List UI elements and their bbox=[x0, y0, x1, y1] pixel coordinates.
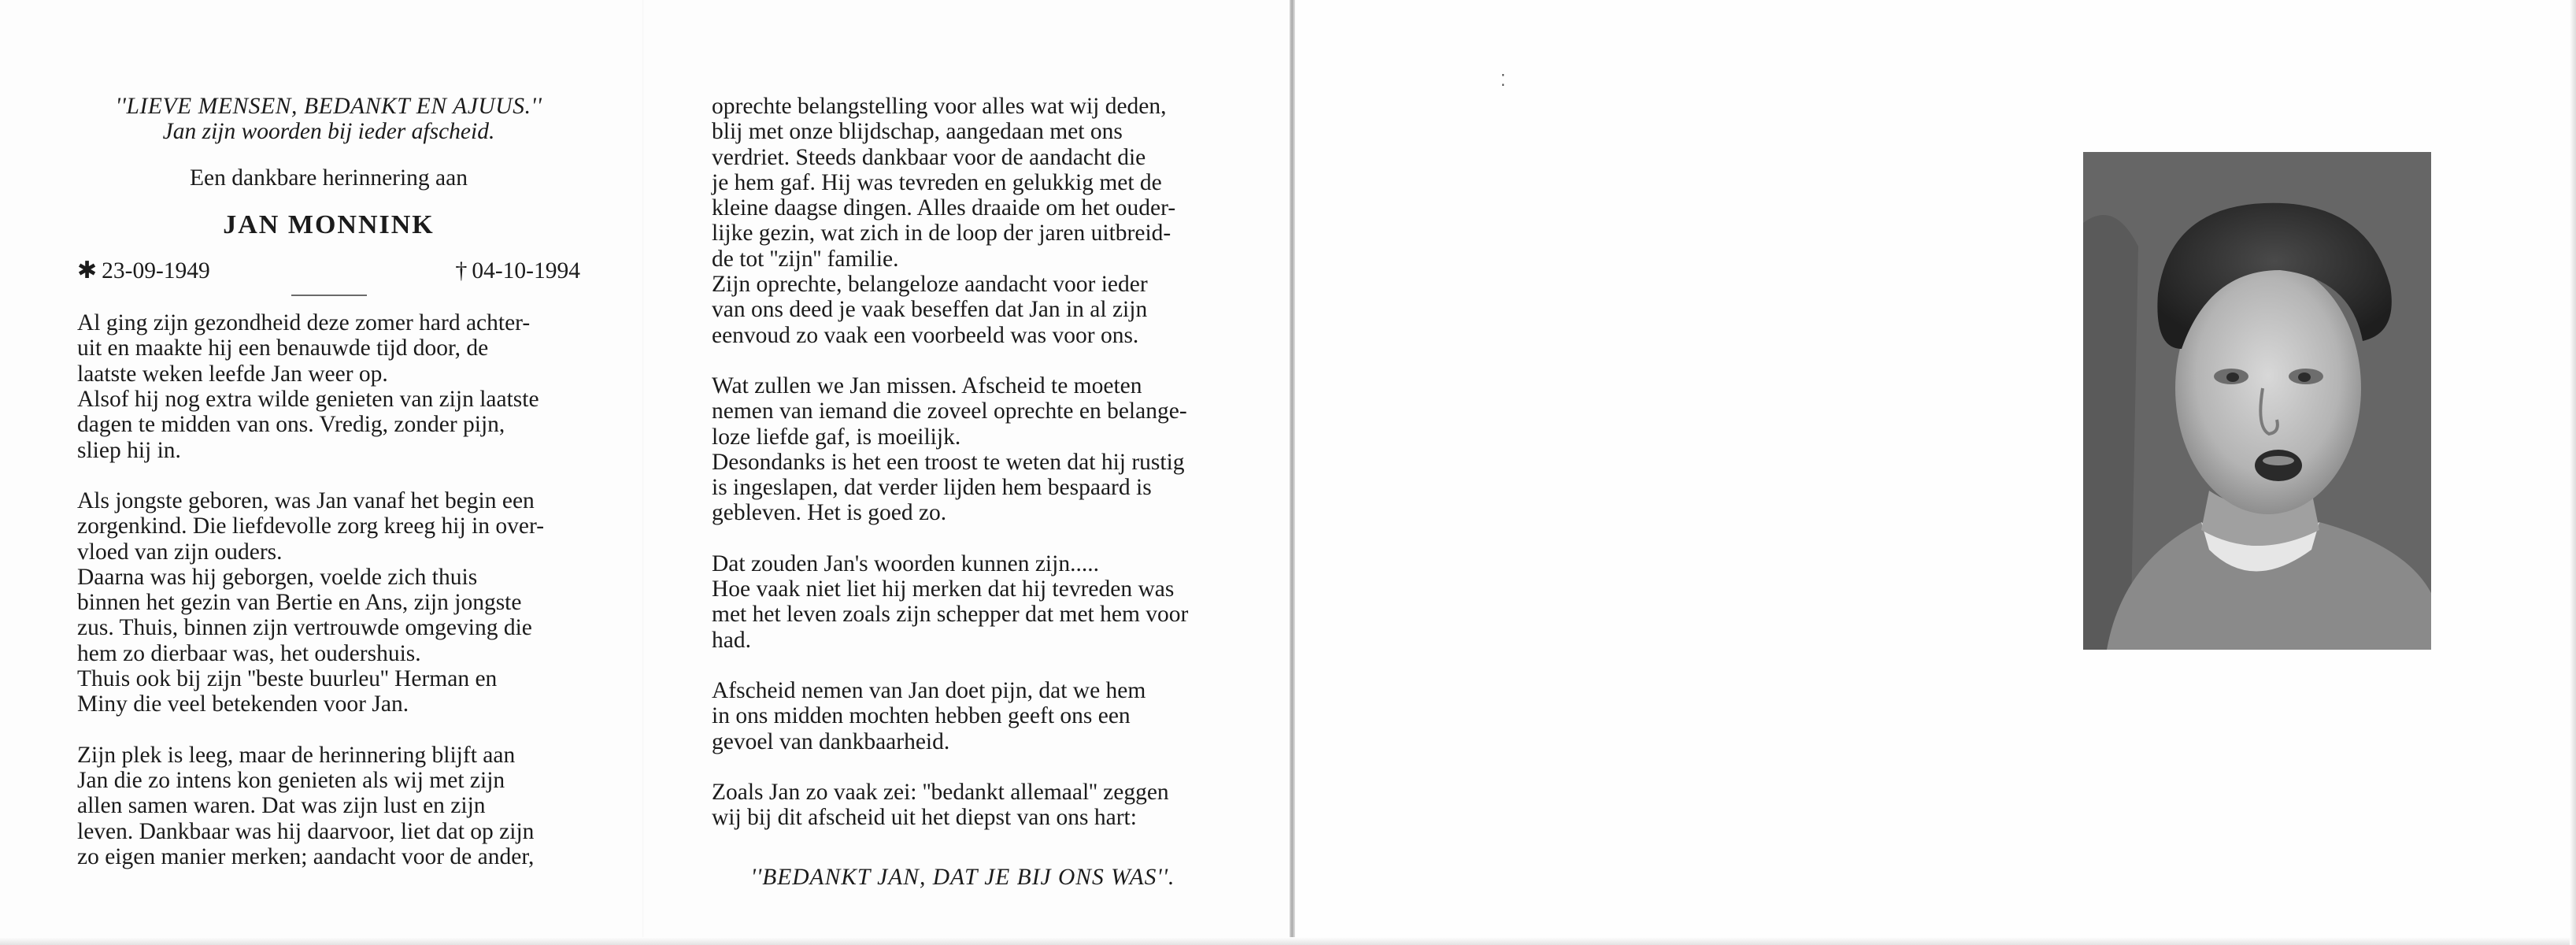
line: eenvoud zo vaak een voorbeeld was voor ons. bbox=[712, 322, 1139, 348]
page-crease bbox=[642, 0, 644, 945]
line: Jan die zo intens kon genieten als wij met zijn bbox=[77, 767, 505, 793]
line: Als jongste geboren, was Jan vanaf het begin een bbox=[77, 487, 535, 513]
line: binnen het gezin van Bertie en Ans, zijn jongste bbox=[77, 590, 522, 616]
death-cross-icon: † bbox=[455, 257, 468, 284]
line: Zoals Jan zo vaak zei: ''bedankt allemaal'' zeggen bbox=[712, 779, 1169, 805]
line: met het leven zoals zijn schepper dat met hem voor bbox=[712, 602, 1189, 628]
card-bottom-edge bbox=[0, 937, 2576, 945]
line: van ons deed je vaak beseffen dat Jan in al zijn bbox=[712, 297, 1148, 323]
motto-subtitle: Jan zijn woorden bij ieder afscheid. bbox=[162, 119, 495, 145]
line: Al ging zijn gezondheid deze zomer hard achter- bbox=[77, 310, 531, 336]
paragraph-gap bbox=[712, 653, 1214, 678]
card-right-edge bbox=[2570, 0, 2576, 945]
line: vloed van zijn ouders. bbox=[77, 539, 283, 565]
birth-star-icon: ✱ bbox=[77, 257, 98, 284]
line: leven. Dankbaar was hij daarvoor, liet dat op zijn bbox=[77, 818, 535, 844]
portrait-photo bbox=[2083, 152, 2431, 650]
paragraph-gap bbox=[712, 754, 1214, 780]
line: zorgenkind. Die liefdevolle zorg kreeg hij in over- bbox=[77, 513, 545, 539]
line: Miny die veel betekenden voor Jan. bbox=[77, 691, 409, 717]
line: laatste weken leefde Jan weer op. bbox=[77, 361, 388, 387]
death-date-group bbox=[455, 258, 580, 284]
line: loze liefde gaf, is moeilijk. bbox=[712, 424, 961, 450]
paragraph-gap bbox=[712, 348, 1214, 373]
line: verdriet. Steeds dankbaar voor de aandacht die bbox=[712, 144, 1146, 170]
line: Wat zullen we Jan missen. Afscheid te moeten bbox=[712, 372, 1142, 398]
line: uit en maakte hij een benauwde tijd door, de bbox=[77, 335, 489, 361]
card-fold bbox=[1290, 0, 1295, 945]
portrait-drawing bbox=[2083, 152, 2431, 650]
line: kleine daagse dingen. Alles draaide om het ouder- bbox=[712, 195, 1176, 221]
birth-date: 23-09-1949 bbox=[102, 258, 210, 284]
line: Hoe vaak niet liet hij merken dat hij tevreden was bbox=[712, 576, 1175, 602]
print-speck: ⁚ bbox=[1501, 71, 1506, 90]
text-column-right bbox=[712, 94, 1214, 891]
line: Alsof hij nog extra wilde genieten van zijn laatste bbox=[77, 387, 539, 413]
paragraph-gap bbox=[712, 526, 1214, 551]
line: Thuis ook bij zijn ''beste buurleu'' Herman en bbox=[77, 666, 498, 692]
line: lijke gezin, wat zich in de loop der jaren uitbreid- bbox=[712, 220, 1171, 246]
line: oprechte belangstelling voor alles wat wij deden, bbox=[712, 94, 1167, 119]
line: gebleven. Het is goed zo. bbox=[712, 500, 947, 526]
birth-date-group bbox=[77, 258, 210, 284]
divider-rule bbox=[291, 295, 367, 296]
line: sliep hij in. bbox=[77, 437, 181, 463]
deceased-name: JAN MONNINK bbox=[223, 209, 435, 239]
line: hem zo dierbaar was, het oudershuis. bbox=[77, 640, 421, 666]
line: Afscheid nemen van Jan doet pijn, dat we hem bbox=[712, 677, 1146, 703]
paragraph-gap bbox=[77, 717, 580, 743]
remembrance-intro: Een dankbare herinnering aan bbox=[189, 165, 468, 191]
line: allen samen waren. Dat was zijn lust en zijn bbox=[77, 793, 486, 819]
line: wij bij dit afscheid uit het diepst van ons hart: bbox=[712, 805, 1137, 831]
line: Dat zouden Jan's woorden kunnen zijn..... bbox=[712, 550, 1099, 576]
line: gevoel van dankbaarheid. bbox=[712, 728, 950, 754]
death-date: 04-10-1994 bbox=[472, 258, 580, 284]
line: zus. Thuis, binnen zijn vertrouwde omgeving die bbox=[77, 615, 532, 641]
line: had. bbox=[712, 627, 751, 653]
line: de tot ''zijn'' familie. bbox=[712, 246, 899, 272]
line: dagen te midden van ons. Vredig, zonder pijn, bbox=[77, 412, 505, 438]
closing-quote: ''BEDANKT JAN, DAT JE BIJ ONS WAS''. bbox=[750, 865, 1175, 891]
motto: ''LIEVE MENSEN, BEDANKT EN AJUUS.'' bbox=[115, 94, 542, 119]
line: Zijn oprechte, belangeloze aandacht voor ieder bbox=[712, 272, 1148, 298]
line: je hem gaf. Hij was tevreden en gelukkig met de bbox=[712, 169, 1162, 195]
paragraph-gap bbox=[77, 463, 580, 488]
life-dates bbox=[77, 258, 580, 284]
line: blij met onze blijdschap, aangedaan met ons bbox=[712, 119, 1123, 145]
line: zo eigen manier merken; aandacht voor de ander, bbox=[77, 843, 535, 869]
line: in ons midden mochten hebben geeft ons een bbox=[712, 703, 1131, 729]
line: Zijn plek is leeg, maar de herinnering blijft aan bbox=[77, 742, 516, 768]
text-column-left bbox=[77, 94, 580, 869]
line: Desondanks is het een troost te weten dat hij rustig bbox=[712, 449, 1185, 475]
line: nemen van iemand die zoveel oprechte en belange- bbox=[712, 398, 1187, 424]
line: Daarna was hij geborgen, voelde zich thuis bbox=[77, 564, 478, 590]
line: is ingeslapen, dat verder lijden hem bespaard is bbox=[712, 475, 1152, 501]
